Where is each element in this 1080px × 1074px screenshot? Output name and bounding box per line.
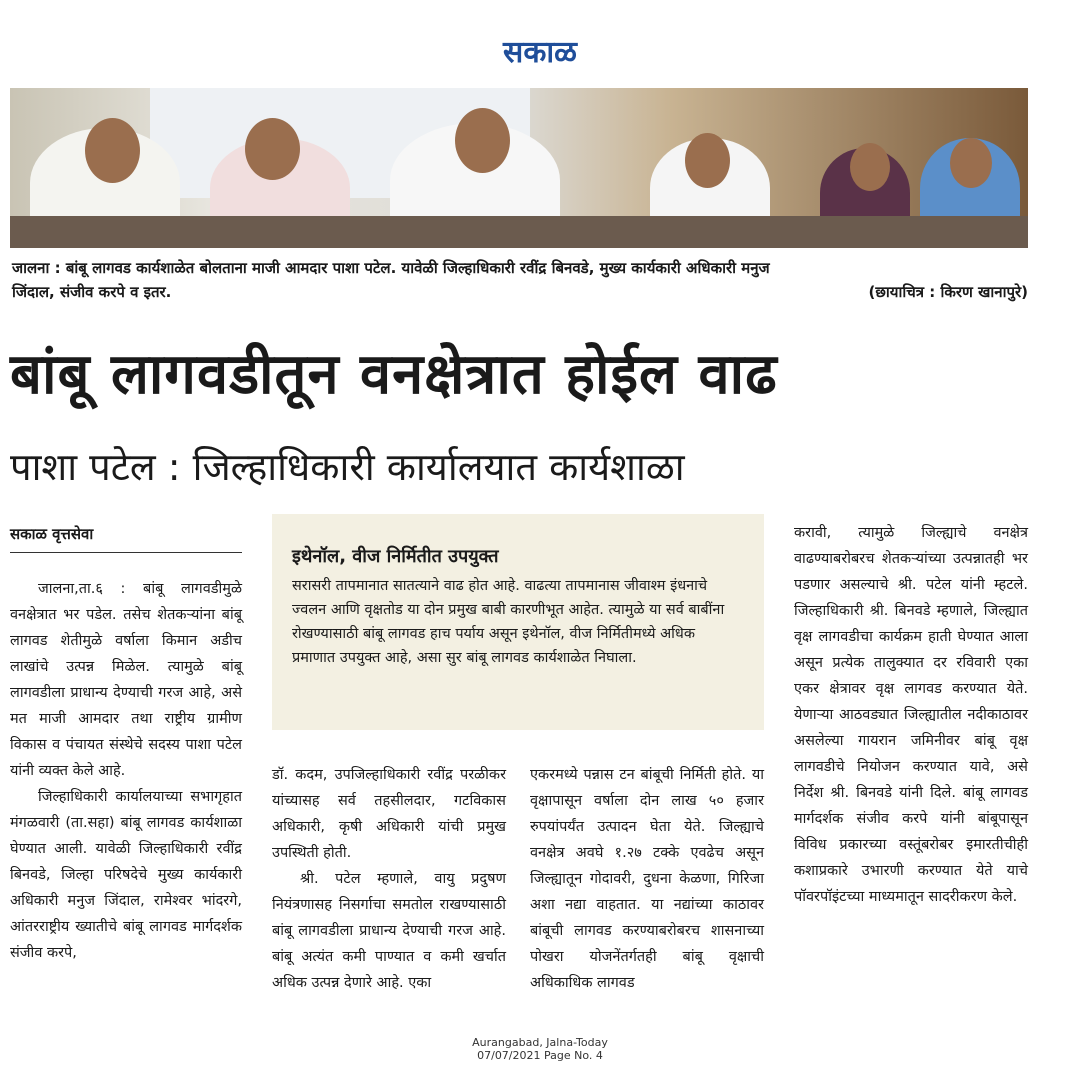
conference-table [10, 216, 1028, 248]
article-headline: बांबू लागवडीतून वनक्षेत्रात होईल वाढ [10, 342, 778, 407]
column-3 [530, 762, 764, 996]
person-2-head [245, 118, 300, 180]
column-1 [10, 576, 242, 966]
person-6-head [950, 138, 992, 188]
person-4-head [685, 133, 730, 188]
byline: सकाळ वृत्तसेवा [10, 524, 242, 553]
highlight-box [272, 514, 764, 730]
person-3-head [455, 108, 510, 173]
column-2 [272, 762, 506, 996]
paragraph: करावी, त्यामुळे जिल्ह्याचे वनक्षेत्र वाढण्याबरोबरच शेतकऱ्यांच्या उत्पन्नातही भर पडणार असल्याचे श्री. पटेल यांनी म्हटले. जिल्हाधिकारी श्री. बिनवडे म्हणाले, जिल्ह्यात वृक्ष लागवडीचा कार्यक्रम हाती घेण्यात आला असून प्रत्येक तालुक्यात दर रविवारी एका एकर क्षेत्रावर वृक्ष लागवड करण्यात येते. येणाऱ्या आठवड्यात जिल्ह्यातील नदीकाठावर असलेल्या गायरान जमिनीवर बांबू वृक्ष लागवडीचे नियोजन करण्यात यावे, असे निर्देश श्री. बिनवडे यांनी दिले. बांबू लागवड मार्गदर्शक संजीव करपे यांनी बांबूपासून विविध प्रकारच्या वस्तूंबरोबर इमारतीचीही कशाप्रकारे उभारणी करण्यात येते याचे पॉवरपॉइंटच्या माध्यमातून सादरीकरण केले. [794, 525, 1028, 905]
footer-date-page: 07/07/2021 Page No. 4 [477, 1049, 603, 1062]
box-text: सरासरी तापमानात सातत्याने वाढ होत आहे. वाढत्या तापमानास जीवाश्म इंधनाचे ज्वलन आणि वृक्षतोड या दोन प्रमुख बाबी कारणीभूत आहेत. त्यामुळे या सर्व बाबींना रोखण्यासाठी बांबू लागवड हाच पर्याय असून इथेनॉल, वीज निर्मितीमध्ये अधिक प्रमाणात उपयुक्त आहे, असा सुर बांबू लागवड कार्यशाळेत निघाला. [292, 578, 725, 666]
photo-credit: (छायाचित्र : किरण खानापुरे) [868, 283, 1028, 301]
page-footer [0, 1036, 1080, 1062]
paragraph: जिल्हाधिकारी कार्यालयाच्या सभागृहात मंगळवारी (ता.सहा) बांबू लागवड कार्यशाळा घेण्यात आली. यावेळी जिल्हाधिकारी रवींद्र बिनवडे, जिल्हा परिषदेचे मुख्य कार्यकारी अधिकारी मनुज जिंदाल, रामेश्‍वर भांदरगे, आंतरराष्ट्रीय ख्यातीचे बांबू लागवड मार्गदर्शक संजीव करपे, [10, 789, 242, 961]
box-title: इथेनॉल, वीज निर्मितीत उपयुक्त [292, 546, 499, 567]
article-subheadline: पाशा पटेल : जिल्हाधिकारी कार्यालयात कार्यशाळा [10, 445, 685, 489]
caption-line-2: जिंदाल, संजीव करपे व इतर. [12, 283, 172, 301]
person-5-head [850, 143, 890, 191]
paragraph: एकरमध्ये पन्नास टन बांबूची निर्मिती होते. या वृक्षापासून वर्षाला दोन लाख ५० हजार रुपयांपर्यंत उत्पादन घेता येते. जिल्ह्याचे वनक्षेत्र अवघे १.२७ टक्के एवढेच असून जिल्ह्यातून गोदावरी, दुधना केळणा, गिरिजा अशा नद्या वाहतात. या नद्यांच्या काठावर बांबूची लागवड करण्याबरोबरच शासनाच्या पोखरा योजनेंतर्गतही बांबू वृक्षाची अधिकाधिक लागवड [530, 767, 764, 991]
paragraph: जालना,ता.६ : बांबू लागवडीमुळे वनक्षेत्रात भर पडेल. तसेच शेतकऱ्यांना बांबू लागवड शेतीमुळे वर्षाला किमान अडीच लाखांचे उत्पन्न मिळेल. त्यामुळे बांबू लागवडीला प्राधान्य देण्याची गरज आहे, असे मत माजी आमदार तथा राष्ट्रीय ग्रामीण विकास व पंचायत संस्थेचे सदस्य पाशा पटेल यांनी व्यक्त केले आहे. [10, 581, 242, 779]
caption-line-1: जालना : बांबू लागवड कार्यशाळेत बोलताना माजी आमदार पाशा पटेल. यावेळी जिल्हाधिकारी रवींद्र बिनवडे, मुख्य कार्यकारी अधिकारी मनुज [12, 259, 770, 277]
newspaper-masthead: सकाळ [503, 35, 577, 70]
photo-caption [12, 256, 1028, 304]
person-1-head [85, 118, 140, 183]
paragraph: श्री. पटेल म्हणाले, वायु प्रदुषण नियंत्रणासह निसर्गाचा समतोल राखण्यासाठी बांबू लागवडीला प्राधान्य देण्याची गरज आहे. बांबू अत्यंत कमी पाण्यात व कमी खर्चात अधिक उत्पन्न देणारे आहे. एका [272, 871, 506, 991]
column-4 [794, 520, 1028, 910]
paragraph: डॉ. कदम, उपजिल्हाधिकारी रवींद्र परळीकर यांच्यासह सर्व तहसीलदार, गटविकास अधिकारी, कृषी अधिकारी यांची प्रमुख उपस्थिती होती. [272, 767, 506, 861]
event-photo [10, 88, 1028, 248]
footer-edition: Aurangabad, Jalna-Today [472, 1036, 608, 1049]
